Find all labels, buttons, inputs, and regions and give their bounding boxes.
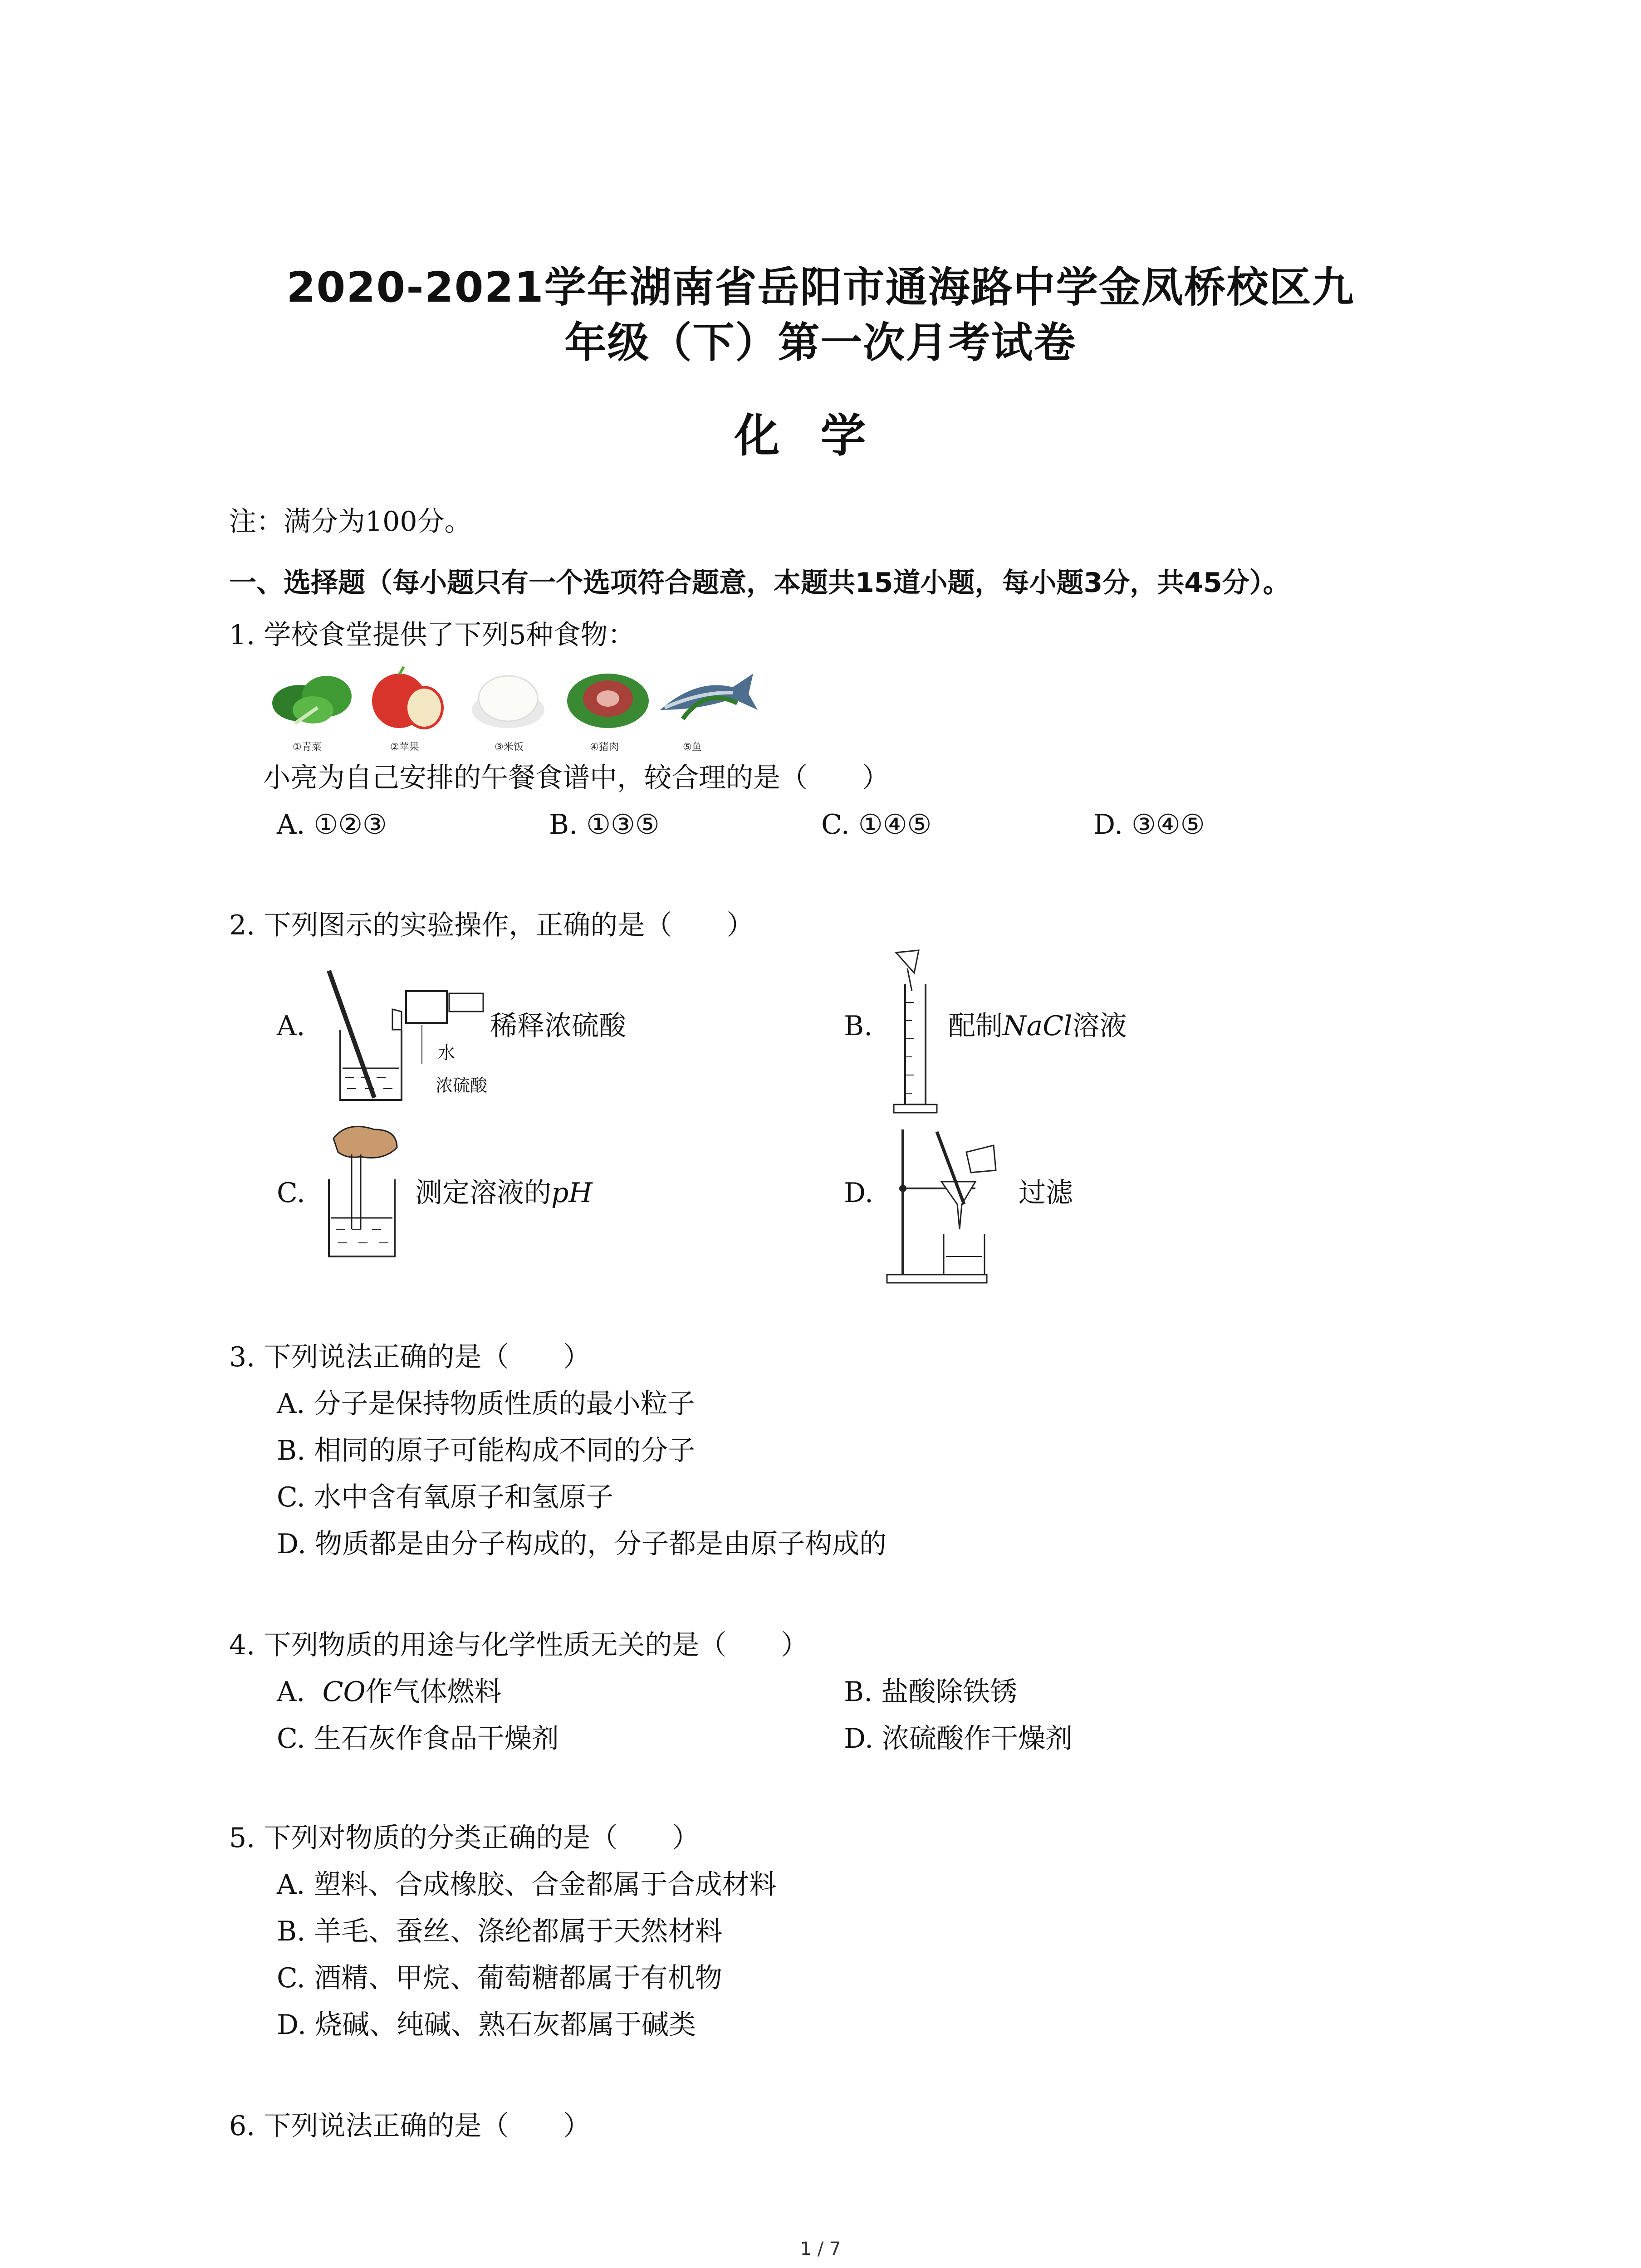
q3-option-a: A. 分子是保持物质性质的最小粒子 <box>277 1388 695 1420</box>
food-caption-1: ①青菜 <box>293 742 322 753</box>
q2-a-label: 稀释浓硫酸 <box>490 1010 626 1042</box>
q5-option-d: D. 烧碱、纯碱、熟石灰都属于碱类 <box>277 2009 696 2041</box>
q2-a-water-label: 水 <box>438 1043 456 1063</box>
ph-test-diagram <box>320 1120 415 1270</box>
q2-b-letter: B. <box>844 1010 873 1042</box>
q2-b-label <box>948 1012 1127 1040</box>
q2-a-letter: A. <box>277 1010 305 1042</box>
food-caption-2: ②苹果 <box>390 742 419 753</box>
q2-d-letter: D. <box>844 1177 874 1209</box>
filtration-diagram <box>885 1120 1003 1288</box>
food-caption-5: ⑤鱼 <box>683 742 702 753</box>
graduated-cylinder-diagram <box>885 948 957 1120</box>
q1-option-d: D. ③④⑤ <box>1093 809 1205 841</box>
q4-option-d: D. 浓硫酸作干燥剂 <box>844 1723 1073 1755</box>
rice-image <box>470 667 547 730</box>
q4-option-c: C. 生石灰作食品干燥剂 <box>277 1723 559 1755</box>
q4-a-letter: A. <box>277 1676 305 1708</box>
score-note: 注：满分为100分。 <box>229 506 472 538</box>
food-caption-4: ④猪肉 <box>590 742 619 753</box>
q4-a-text: 作气体燃料 <box>365 1676 502 1708</box>
q3-stem: 3. 下列说法正确的是（ ） <box>229 1341 591 1373</box>
q3-option-c: C. 水中含有氧原子和氢原子 <box>277 1481 613 1513</box>
q4-stem: 4. 下列物质的用途与化学性质无关的是（ ） <box>229 1629 808 1661</box>
q2-stem: 2. 下列图示的实验操作，正确的是（ ） <box>229 909 754 941</box>
q2-b-label-post: 溶液 <box>1072 1010 1127 1042</box>
q5-option-b: B. 羊毛、蚕丝、涤纶都属于天然材料 <box>277 1916 723 1947</box>
q1-option-c: C. ①④⑤ <box>821 809 932 841</box>
q4-option-b: B. 盐酸除铁锈 <box>844 1676 1018 1708</box>
q1-option-a: A. ①②③ <box>277 809 387 841</box>
exam-title-line2: 年级（下）第一次月考试卷 <box>564 318 1077 367</box>
q1-stem: 1. 学校食堂提供了下列5种食物： <box>229 619 635 651</box>
q2-c-label-pre: 测定溶液的 <box>415 1177 551 1209</box>
pork-image <box>565 662 651 730</box>
q5-stem: 5. 下列对物质的分类正确的是（ ） <box>229 1822 700 1854</box>
section-heading: 一、选择题（每小题只有一个选项符合题意，本题共15道小题，每小题3分，共45分）。 <box>229 567 1290 599</box>
vegetable-image <box>268 665 358 733</box>
subject-title: 化学 <box>734 409 907 462</box>
q1-option-b: B. ①③⑤ <box>549 809 660 841</box>
q2-a-acid-label: 浓硫酸 <box>436 1075 488 1095</box>
q6-stem: 6. 下列说法正确的是（ ） <box>229 2110 591 2142</box>
q2-c-label <box>415 1179 593 1207</box>
q5-option-c: C. 酒精、甲烷、葡萄糖都属于有机物 <box>277 1962 722 1994</box>
q3-option-b: B. 相同的原子可能构成不同的分子 <box>277 1435 696 1466</box>
q2-d-label: 过滤 <box>1019 1177 1073 1209</box>
q5-option-a: A. 塑料、合成橡胶、合金都属于合成材料 <box>277 1869 777 1901</box>
co-formula: CO <box>322 1676 366 1708</box>
food-caption-3: ③米饭 <box>495 742 524 753</box>
q2-b-label-pre: 配制 <box>948 1010 1003 1042</box>
fish-image <box>656 660 760 728</box>
q1-question: 小亮为自己安排的午餐食谱中，较合理的是（ ） <box>263 762 889 794</box>
apple-image <box>367 665 445 733</box>
page-number: 1 / 7 <box>800 2239 841 2259</box>
q3-option-d: D. 物质都是由分子构成的，分子都是由原子构成的 <box>277 1528 887 1560</box>
ph-formula: pH <box>551 1177 593 1209</box>
exam-title-line1: 2020-2021学年湖南省岳阳市通海路中学金凤桥校区九 <box>286 263 1355 312</box>
q4-option-a <box>277 1678 502 1706</box>
nacl-formula: NaCl <box>1003 1010 1073 1042</box>
q2-c-letter: C. <box>277 1177 305 1209</box>
